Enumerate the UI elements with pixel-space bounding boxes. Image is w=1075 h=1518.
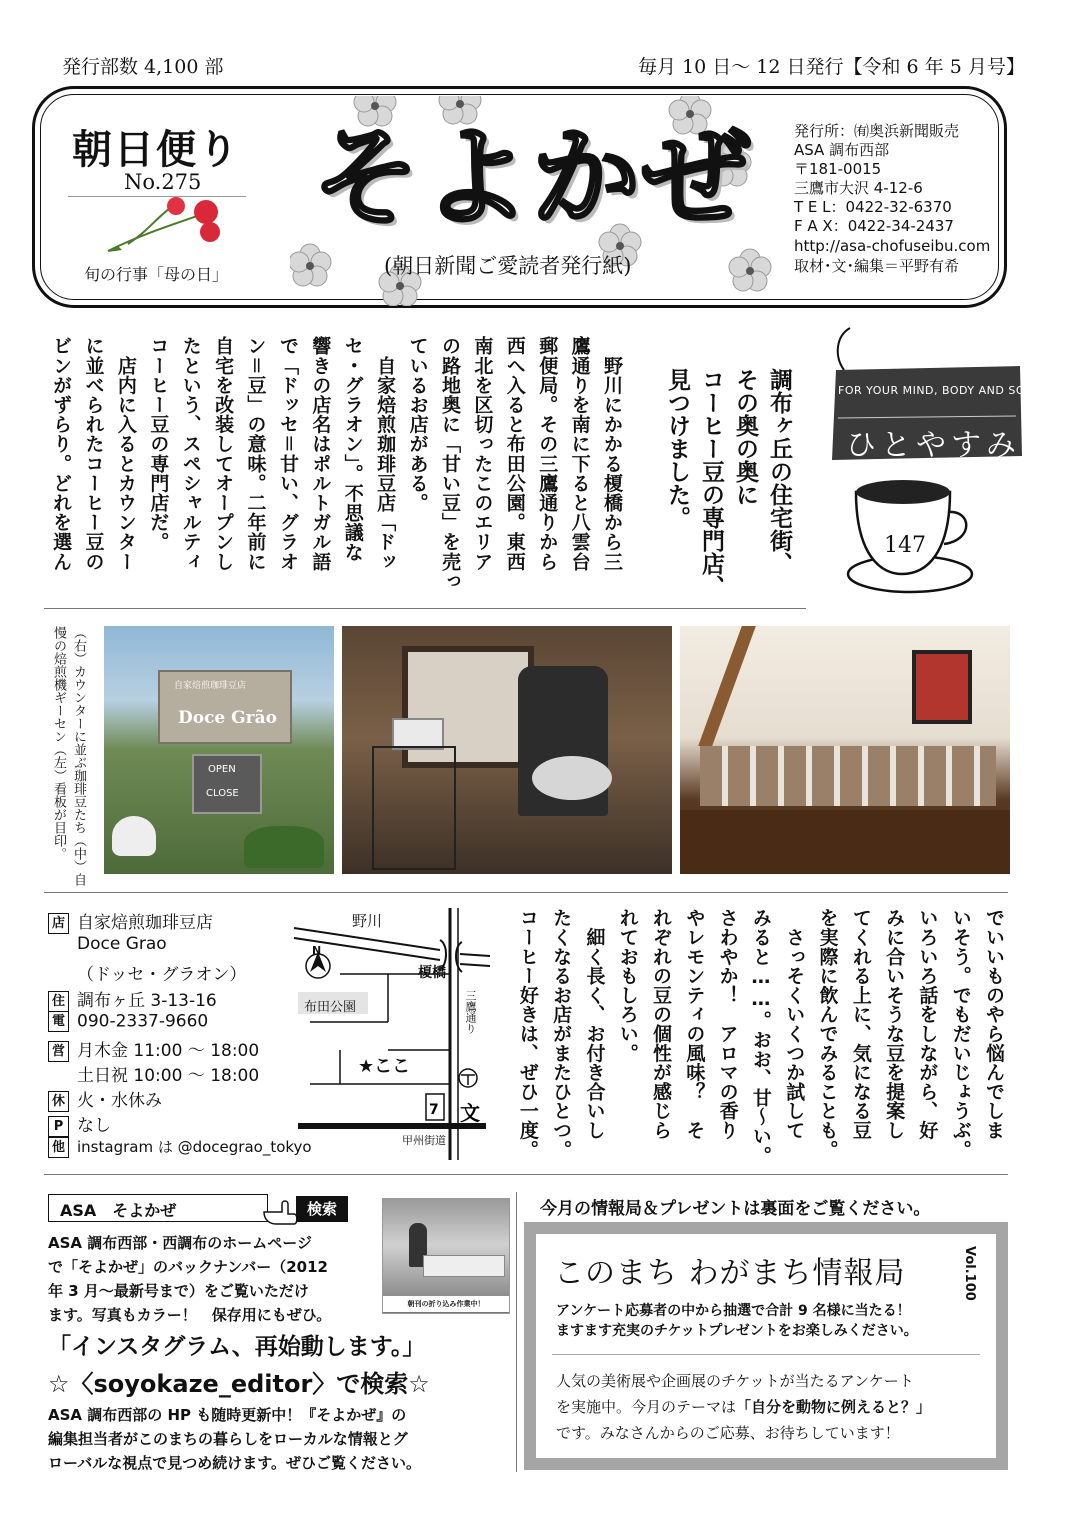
- store-other: 他 instagram は @docegrao_tokyo: [48, 1136, 312, 1158]
- body-column: コーヒー豆の専門店だ。: [147, 336, 170, 552]
- tag-parking: P: [48, 1116, 69, 1137]
- survey-theme: 「自分を動物に例えると？」: [736, 1398, 932, 1416]
- store-map: [290, 904, 500, 1164]
- svg-text:7: 7: [429, 1102, 439, 1118]
- body-column: 響きの店名はポルトガル語: [309, 336, 332, 572]
- framed-picture: [912, 650, 972, 724]
- photo-insert-caption: 朝刊の折り込み作業中！: [383, 1296, 509, 1312]
- body-column: セ・グラオン」。不思議な: [341, 336, 364, 562]
- search-button[interactable]: 検索: [296, 1196, 348, 1222]
- map-north: N: [312, 944, 322, 957]
- seasonal-event: 旬の行事「母の日」: [84, 265, 229, 284]
- map-bridge: 榎橋: [418, 965, 446, 981]
- info-box-para: を実施中。今月のテーマは「自分を動物に例えると？」: [556, 1398, 932, 1416]
- info-box-para: 人気の美術展や企画展のチケットが当たるアンケート: [556, 1372, 914, 1390]
- body-column: コーヒー好きは、ぜひ一度。: [516, 908, 539, 1159]
- notice-back-page: 今月の情報局＆プレゼントは裏面をご覧ください。: [540, 1199, 931, 1219]
- series-title: 朝日便り: [72, 126, 240, 173]
- lead-column: コーヒー豆の専門店、: [698, 368, 724, 598]
- map-park: 布田公園: [304, 1000, 357, 1015]
- newsletter-title: そよかぜ: [312, 115, 753, 241]
- hitoyasumi-tagline: FOR YOUR MIND, BODY AND SOUL: [838, 384, 1041, 397]
- publisher-line: 三鷹市大沢 4-12-6: [794, 179, 923, 197]
- body-column: でいいものやら悩んでしま: [983, 908, 1005, 1140]
- issue-number: No.275: [124, 170, 202, 194]
- store-hours: 営 月木金 11:00 ～ 18:00: [48, 1036, 259, 1062]
- backnumber-line: で「そよかぜ」のバックナンバー（2012: [48, 1258, 328, 1276]
- lamb-statue: [112, 816, 156, 856]
- body-column: いろいろ話をしながら、好: [916, 908, 939, 1140]
- body-column: に並べられたコーヒー豆の: [82, 336, 105, 572]
- article-body-bottom: [510, 908, 1010, 1168]
- photo-storefront-sign: [104, 626, 334, 874]
- publisher-line: F A X：0422-34-2437: [794, 217, 954, 235]
- photo-insert-work: [382, 1198, 510, 1314]
- publisher-line: T E L：0422-32-6370: [794, 198, 952, 216]
- backnumber-line: ます。写真もカラー！ 保存用にもぜひ。: [48, 1306, 332, 1324]
- instagram-search: ☆〈soyokaze_editor〉で検索☆: [48, 1370, 430, 1398]
- body-column: 細く長く、お付き合いし: [583, 908, 606, 1140]
- counter: [680, 810, 1010, 874]
- svg-text:文: 文: [460, 1101, 480, 1125]
- beam: [698, 626, 756, 746]
- bottom-divider: [516, 1192, 517, 1472]
- info-box-title: このまち わがまち情報局: [554, 1256, 906, 1291]
- body-column: みに合いそうな豆を提案し: [883, 908, 906, 1140]
- sign-title: Doce Grão: [178, 708, 277, 728]
- body-column: 自宅を改装してオープンし: [212, 336, 235, 572]
- body-column: 店内に入るとカウンター: [114, 336, 137, 572]
- body-column: ビンがずらり。どれを選ん: [50, 336, 73, 572]
- body-column: 西へ入ると布田公園。東西: [503, 336, 526, 572]
- instagram-body-line: 編集担当者がこのまちの暮らしをローカルな情報とグ: [48, 1430, 408, 1448]
- circulation: 発行部数 4,100 部: [62, 56, 224, 78]
- publisher-line: 発行所：㈲奥浜新聞販売: [794, 122, 960, 140]
- instagram-body-line: ローバルな視点で見つめ続けます。ぜひご覧ください。: [48, 1454, 422, 1472]
- info-box-vol: Vol.100: [962, 1246, 977, 1301]
- body-column: で「ドッセ＝甘い、グラオ: [276, 336, 299, 572]
- body-column: いそう。でもだいじょうぶ。: [949, 908, 972, 1159]
- body-column: れておもしろい。: [616, 908, 639, 1063]
- tag-phone: 電: [48, 1011, 69, 1032]
- hitoyasumi-label: ひとやすみ: [846, 428, 1021, 463]
- photo-counter-beans: [680, 626, 1010, 874]
- photo-roaster: [342, 626, 672, 874]
- info-box-line: ますます充実のチケットプレゼントをお楽しみください。: [556, 1323, 918, 1339]
- tag-address: 住: [48, 991, 69, 1012]
- publisher-line: 〒181-0015: [794, 160, 882, 178]
- hitoyasumi-number: 147: [884, 533, 926, 558]
- map-street: 三鷹通り: [464, 990, 477, 1034]
- publisher-url[interactable]: http://asa-chofuseibu.com: [794, 237, 991, 255]
- backnumber-line: ASA 調布西部・西調布のホームページ: [48, 1234, 312, 1252]
- store-parking: P なし: [48, 1111, 111, 1137]
- lead-column: 見つけました。: [664, 368, 690, 529]
- body-column: みると……。おお、甘～い。: [749, 908, 772, 1165]
- article-lead: [660, 368, 796, 628]
- store-address: 住 調布ヶ丘 3-13-16: [48, 986, 217, 1012]
- section-divider: [44, 608, 806, 609]
- body-column: たという、スペシャルティ: [179, 336, 202, 572]
- body-column: さわやか！ アロマの香り: [716, 908, 739, 1140]
- store-hours-weekend: 土日祝 10:00 ～ 18:00: [77, 1066, 260, 1086]
- body-column: 自家焙煎珈琲豆店「ドッ: [374, 336, 397, 572]
- publisher-line: 取材･文･編集＝平野有希: [794, 257, 960, 275]
- sign-open: OPEN: [208, 764, 236, 775]
- store-name-kana: （ドッセ・グラオン）: [77, 965, 247, 985]
- body-column: やレモンティの風味？ そ: [683, 908, 706, 1140]
- store-closed: 休 火・水休み: [48, 1086, 162, 1112]
- info-box-para: です。みなさんからのご応募、お待ちしています！: [556, 1424, 900, 1442]
- tag-hours: 営: [48, 1041, 69, 1062]
- body-column: たくなるお店がまたひとつ。: [550, 908, 573, 1159]
- body-column: れぞれの豆の個性が感じら: [650, 908, 673, 1140]
- info-box-divider: [552, 1354, 980, 1355]
- body-column: を実際に飲んでみることも。: [816, 908, 839, 1159]
- instagram-body-line: ASA 調布西部の HP も随時更新中！『そよかぜ』の: [48, 1406, 407, 1424]
- store-name-en: Doce Grao: [77, 934, 167, 954]
- store-phone: 電 090-2337-9660: [48, 1011, 208, 1032]
- sign-subtitle: 自家焙煎珈琲豆店: [174, 681, 247, 691]
- article-body-top: [44, 336, 628, 600]
- pointer-hand-icon: [262, 1196, 300, 1228]
- instagram-headline: 「インスタグラム、再始動します。」: [48, 1334, 426, 1360]
- newsletter-subtitle: (朝日新聞ご愛読者発行紙): [384, 254, 632, 278]
- body-column: てくれる上に、気になる豆: [849, 908, 872, 1140]
- jar-row: [700, 746, 996, 806]
- roaster-drum: [532, 756, 612, 800]
- section-divider: [44, 892, 1008, 893]
- carnation-icon: [98, 196, 228, 258]
- store-name: 店 自家焙煎珈琲豆店: [48, 908, 213, 934]
- backnumber-line: 年 3 月～最新号まで）をご覧いただけ: [48, 1282, 309, 1300]
- planter: [244, 826, 324, 868]
- section-divider: [44, 1174, 1008, 1175]
- map-road: 甲州街道: [402, 1134, 446, 1147]
- body-column: ているお店がある。: [406, 336, 429, 513]
- rack: [372, 746, 456, 870]
- lead-column: その奥の奥に: [732, 368, 758, 506]
- body-column: の路地奥に「甘い豆」を売っ: [438, 336, 461, 591]
- search-box-text: ASA そよかぜ: [60, 1201, 177, 1220]
- map-river: 野川: [352, 912, 383, 930]
- lead-column: 調布ヶ丘の住宅街、: [766, 368, 792, 575]
- body-column: さっそくいくつか試して: [783, 908, 806, 1140]
- body-column: ン＝豆」の意味。二年前に: [244, 336, 267, 572]
- sign-plate: [192, 754, 262, 814]
- body-column: 郵便局。その三鷹通りから: [536, 336, 559, 572]
- photo-caption: （右）カウンターに並ぶ珈琲豆たち（中）自慢の焙煎機ギーセン（左）看板が目印。: [51, 626, 86, 886]
- issue-date: 毎月 10 日～ 12 日発行【令和 6 年 5 月号】: [638, 56, 1025, 78]
- tag-closed: 休: [48, 1091, 69, 1112]
- sign-close: CLOSE: [206, 788, 239, 799]
- tag-other: 他: [48, 1137, 69, 1158]
- info-box-line: アンケート応募者の中から抽選で合計 9 名様に当たる！: [556, 1303, 911, 1319]
- publisher-line: ASA 調布西部: [794, 141, 890, 159]
- map-here: ★ここ: [358, 1056, 411, 1077]
- body-column: 南北を区切ったこのエリア: [471, 336, 494, 572]
- tag-store: 店: [48, 913, 69, 934]
- paper-stacks: [423, 1255, 505, 1277]
- body-column: 鷹通りを南に下ると八雲台: [568, 336, 591, 572]
- body-column: 野川にかかる榎橋から三: [601, 336, 623, 572]
